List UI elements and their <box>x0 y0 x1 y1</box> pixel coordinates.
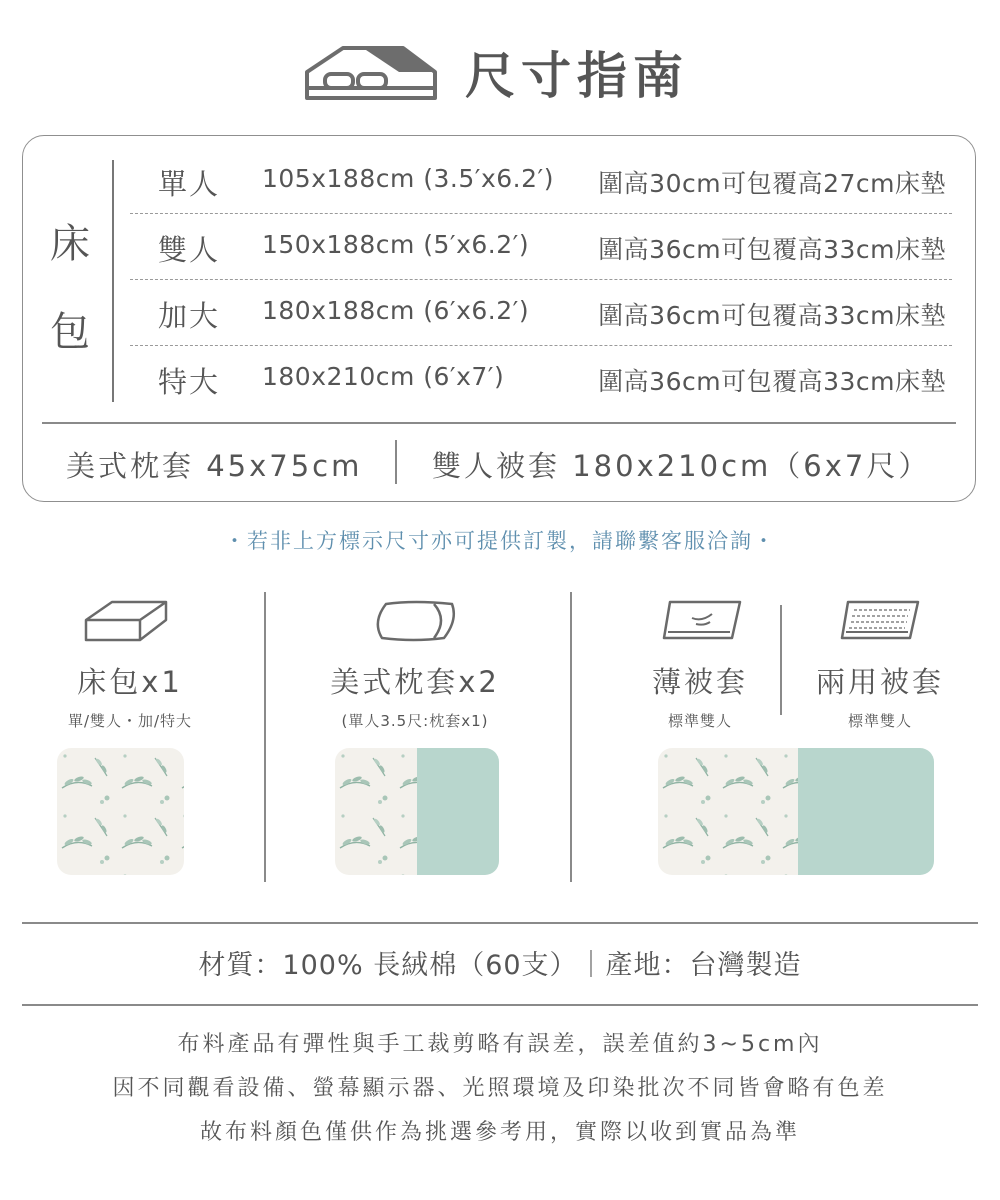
divider <box>22 922 978 924</box>
size-name: 雙人 <box>158 233 221 267</box>
pillowcase-icon <box>374 598 460 644</box>
header <box>0 30 1000 110</box>
item-title: 薄被套 <box>651 665 748 699</box>
size-name: 單人 <box>158 167 221 201</box>
size-dimensions: 180x188cm (6′x6.2′) <box>262 296 530 325</box>
divider <box>570 592 572 882</box>
size-row <box>130 346 948 412</box>
disclaimer-line: 因不同觀看設備、螢幕顯示器、光照環境及印染批次不同皆會略有色差 <box>112 1076 888 1101</box>
fabric-swatch <box>57 748 184 875</box>
fabric-swatch <box>658 748 934 875</box>
fitted-sheet-icon <box>82 598 172 644</box>
divider <box>780 605 782 715</box>
size-dimensions: 150x188cm (5′x6.2′) <box>262 230 530 259</box>
item-title: 美式枕套x2 <box>330 665 500 699</box>
size-dimensions: 105x188cm (3.5′x6.2′) <box>262 164 554 193</box>
fitted-sheet-label-1: 床 <box>50 221 90 267</box>
mint-solid <box>417 748 499 875</box>
divider <box>42 422 956 424</box>
size-fit: 圍高36cm可包覆高33cm床墊 <box>598 235 946 264</box>
item-subtitle: 標準雙人 <box>667 712 732 730</box>
size-row <box>130 280 948 346</box>
disclaimer-line: 布料產品有彈性與手工裁剪略有誤差，誤差值約3~5cm內 <box>177 1032 823 1057</box>
leaf-pattern <box>335 748 417 875</box>
size-fit: 圍高36cm可包覆高33cm床墊 <box>598 367 946 396</box>
divider <box>264 592 266 882</box>
size-row <box>130 148 948 214</box>
item-title: 床包x1 <box>77 665 183 699</box>
mint-solid <box>798 748 934 875</box>
page-title: 尺寸指南 <box>465 47 689 105</box>
pillowcase-size: 美式枕套 45x75cm <box>66 449 363 483</box>
size-fit: 圍高30cm可包覆高27cm床墊 <box>598 169 946 198</box>
dual-duvet-icon <box>838 598 922 644</box>
leaf-pattern <box>658 748 798 875</box>
item-subtitle: 標準雙人 <box>847 712 912 730</box>
fabric-swatch <box>335 748 499 875</box>
size-row <box>130 214 948 280</box>
size-name: 特大 <box>158 365 221 399</box>
custom-size-note: ・若非上方標示尺寸亦可提供訂製，請聯繫客服洽詢・ <box>224 529 776 553</box>
item-subtitle: 單/雙人・加/特大 <box>67 712 193 730</box>
size-fit: 圍高36cm可包覆高33cm床墊 <box>598 301 946 330</box>
size-dimensions: 180x210cm (6′x7′) <box>262 362 505 391</box>
fitted-sheet-label-2: 包 <box>50 309 90 355</box>
duvet-size: 雙人被套 180x210cm（6x7尺） <box>432 449 931 483</box>
material-origin: 材質：100% 長絨棉（60支）｜產地：台灣製造 <box>198 950 802 981</box>
divider <box>395 440 397 484</box>
item-title: 兩用被套 <box>815 665 944 699</box>
thin-duvet-icon <box>660 598 744 644</box>
bed-icon <box>303 38 443 108</box>
disclaimer-line: 故布料顏色僅供作為挑選參考用，實際以收到實品為準 <box>199 1120 800 1145</box>
item-subtitle: (單人3.5尺:枕套x1) <box>341 712 489 730</box>
divider <box>112 160 114 402</box>
size-name: 加大 <box>158 299 221 333</box>
divider <box>22 1004 978 1006</box>
